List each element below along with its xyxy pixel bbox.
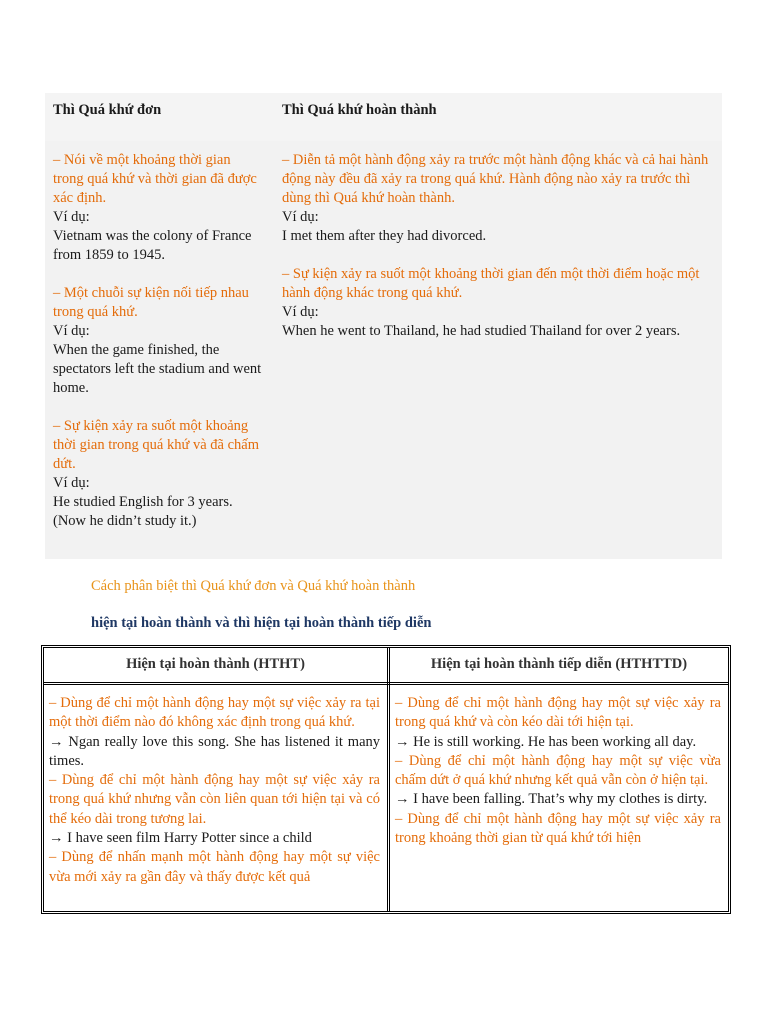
example-text: → I have seen film Harry Potter since a child	[49, 830, 312, 847]
example-text: Ví dụ:	[282, 304, 319, 320]
example-text: Ví dụ:	[282, 209, 319, 225]
example-text: Vietnam was the colony of France from 1859 to 1945.	[53, 228, 252, 263]
usage-rule: – Nói về một khoảng thời gian trong quá khứ và thời gian đã được xác định.	[53, 152, 257, 206]
example-text: → Ngan really love this song. She has listened it many times.	[49, 733, 380, 769]
paragraph-gap	[282, 246, 712, 265]
example-text: Ví dụ:	[53, 475, 90, 491]
usage-rule: – Dùng để chỉ một hành động hay một sự việc xảy ra tại một thời điểm nào đó không xác định trong quá khứ.	[49, 695, 380, 731]
usage-rule: – Dùng để chỉ một hành động hay một sự việc xảy ra trong quá khứ nhưng vẫn còn liên quan tới hiện tại và có thể kéo dài trong tương lai.	[49, 772, 380, 827]
example-text: Ví dụ:	[53, 323, 90, 339]
usage-rule: – Dùng để nhấn mạnh một hành động hay một sự việc vừa mới xảy ra gần đây và thấy được kết quả	[49, 849, 380, 885]
past-tense-comparison-table	[45, 93, 722, 559]
usage-rule: – Sự kiện xảy ra suốt một khoảng thời gian trong quá khứ và đã chấm dứt.	[53, 418, 259, 472]
column-divider	[387, 648, 390, 911]
usage-rule: – Sự kiện xảy ra suốt một khoảng thời gian đến một thời điểm hoặc một hành động khác trong quá khứ.	[282, 266, 700, 301]
header-present-perfect: Hiện tại hoàn thành (HTHT)	[126, 656, 305, 672]
header-present-perfect-continuous: Hiện tại hoàn thành tiếp diễn (HTHTTD)	[430, 656, 688, 672]
present-perfect-comparison-table	[41, 645, 731, 914]
example-text: He studied English for 3 years. (Now he didn’t study it.)	[53, 494, 233, 529]
example-text: Ví dụ:	[53, 209, 90, 225]
present-perfect-continuous-column	[395, 694, 721, 848]
heading-present-perfect-comparison: hiện tại hoàn thành và thì hiện tại hoàn thành tiếp diễn	[91, 615, 432, 631]
example-text: → I have been falling. That’s why my clothes is dirty.	[395, 791, 708, 808]
simple-past-column	[53, 151, 263, 531]
example-text: When the game finished, the spectators left the stadium and went home.	[53, 342, 262, 396]
usage-rule: – Một chuỗi sự kiện nối tiếp nhau trong quá khứ.	[53, 285, 249, 320]
example-text: When he went to Thailand, he had studied Thailand for over 2 years.	[282, 323, 681, 339]
present-perfect-column	[49, 694, 380, 887]
paragraph-gap	[53, 398, 263, 417]
example-text: → He is still working. He has been working all day.	[395, 733, 697, 750]
header-simple-past: Thì Quá khứ đơn	[53, 102, 162, 118]
example-text: I met them after they had divorced.	[282, 228, 487, 244]
usage-rule: – Diễn tả một hành động xảy ra trước một hành động khác và cả hai hành động này đều đã xảy ra trong quá khứ. Hành động nào xảy ra trước thì dùng thì Quá khứ hoàn thành.	[282, 152, 709, 206]
past-perfect-column	[282, 151, 712, 341]
usage-rule: – Dùng để chỉ một hành động hay một sự việc vừa chấm dứt ở quá khứ nhưng kết quả vẫn còn ở hiện tại.	[395, 752, 721, 789]
usage-rule: – Dùng để chỉ một hành động hay một sự việc xảy ra trong khoảng thời gian từ quá khứ tới hiện	[395, 810, 721, 847]
usage-rule: – Dùng để chỉ một hành động hay một sự việc xảy ra trong quá khứ và còn kéo dài tới hiện tại.	[395, 695, 721, 731]
paragraph-gap	[53, 265, 263, 284]
header-divider	[44, 682, 728, 685]
header-past-perfect: Thì Quá khứ hoàn thành	[282, 102, 437, 118]
caption-distinguish-past-tenses: Cách phân biệt thì Quá khứ đơn và Quá khứ hoàn thành	[91, 578, 416, 594]
